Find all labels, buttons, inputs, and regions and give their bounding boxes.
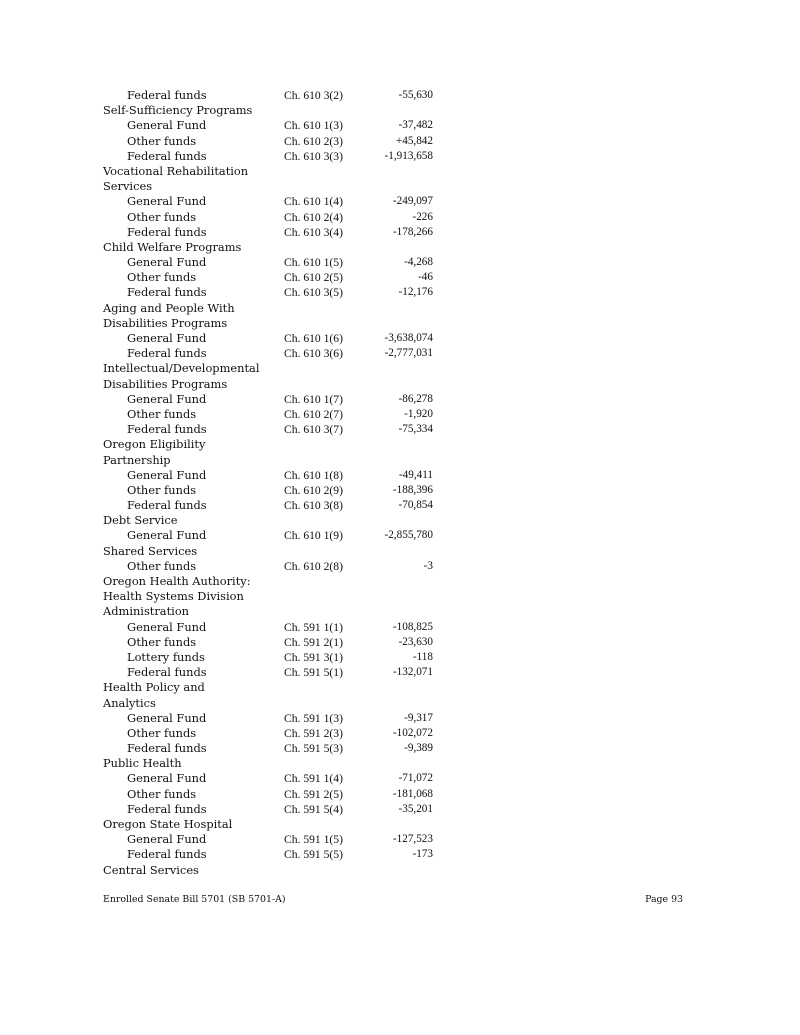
fund-line-row	[103, 210, 443, 225]
program-heading-row	[103, 696, 443, 711]
program-label: Services	[103, 179, 153, 194]
program-heading-row	[103, 817, 443, 832]
fund-label: General Fund	[127, 255, 207, 270]
program-label: Analytics	[103, 695, 156, 710]
chapter-reference: Ch. 610 1(9)	[284, 529, 343, 543]
fund-line-row	[103, 331, 443, 346]
chapter-reference: Ch. 591 1(4)	[284, 772, 343, 786]
amount-value: -108,825	[392, 620, 433, 633]
amount-value: -3	[423, 559, 433, 572]
fund-label: Other funds	[127, 482, 197, 497]
fund-line-row	[103, 620, 443, 635]
fund-line-row	[103, 635, 443, 650]
chapter-reference: Ch. 610 2(5)	[284, 271, 343, 285]
fund-label: General Fund	[127, 118, 207, 133]
chapter-reference: Ch. 610 1(4)	[284, 195, 343, 209]
chapter-reference: Ch. 591 2(1)	[284, 635, 343, 649]
program-heading-row	[103, 164, 443, 179]
amount-value: -132,071	[392, 666, 433, 679]
chapter-reference: Ch. 610 1(3)	[284, 119, 343, 133]
fund-label: General Fund	[127, 832, 207, 847]
chapter-reference: Ch. 610 3(8)	[284, 499, 343, 513]
chapter-reference: Ch. 610 3(6)	[284, 347, 343, 361]
amount-value: -55,630	[398, 89, 433, 101]
chapter-reference: Ch. 610 2(3)	[284, 134, 343, 148]
fund-label: General Fund	[127, 331, 207, 345]
fund-label: Other funds	[127, 558, 197, 573]
chapter-reference: Ch. 591 5(5)	[284, 848, 343, 862]
chapter-reference: Ch. 591 5(1)	[284, 666, 343, 680]
fund-line-row	[103, 346, 443, 361]
program-heading-row	[103, 316, 443, 331]
program-heading-row	[103, 240, 443, 255]
program-label: Shared Services	[103, 543, 198, 558]
program-label: Oregon State Hospital	[103, 817, 233, 831]
chapter-reference: Ch. 610 3(3)	[284, 149, 343, 163]
appropriations-table	[103, 88, 443, 878]
fund-line-row	[103, 134, 443, 149]
chapter-reference: Ch. 610 2(8)	[284, 559, 343, 573]
program-label: Aging and People With	[103, 300, 235, 315]
fund-line-row	[103, 650, 443, 665]
amount-value: -2,777,031	[384, 347, 433, 360]
program-label: Health Systems Division	[103, 589, 244, 604]
fund-label: General Fund	[127, 619, 207, 634]
chapter-reference: Ch. 591 1(1)	[284, 620, 343, 634]
program-heading-row	[103, 361, 443, 376]
fund-line-row	[103, 468, 443, 483]
program-heading-row	[103, 756, 443, 771]
fund-line-row	[103, 711, 443, 726]
amount-value: -181,068	[392, 787, 433, 800]
amount-value: -188,396	[392, 483, 433, 496]
program-heading-row	[103, 377, 443, 392]
fund-line-row	[103, 285, 443, 300]
amount-value: -9,317	[404, 711, 433, 724]
fund-line-row	[103, 787, 443, 802]
fund-label: General Fund	[127, 194, 207, 209]
amount-value: -1,913,658	[384, 149, 433, 162]
chapter-reference: Ch. 610 1(5)	[284, 256, 343, 270]
amount-value: -86,278	[398, 392, 433, 405]
fund-line-row	[103, 665, 443, 680]
fund-label: General Fund	[127, 771, 207, 786]
fund-line-row	[103, 528, 443, 543]
chapter-reference: Ch. 610 1(6)	[284, 332, 343, 345]
chapter-reference: Ch. 610 1(7)	[284, 392, 343, 406]
fund-label: Federal funds	[127, 498, 207, 513]
program-label: Debt Service	[103, 513, 178, 528]
fund-line-row	[103, 832, 443, 847]
fund-line-row	[103, 771, 443, 786]
chapter-reference: Ch. 610 2(7)	[284, 407, 343, 421]
fund-label: Federal funds	[127, 801, 207, 816]
fund-line-row	[103, 149, 443, 164]
fund-label: General Fund	[127, 528, 207, 543]
chapter-reference: Ch. 610 2(4)	[284, 210, 343, 224]
fund-label: Other funds	[127, 270, 197, 285]
fund-label: Federal funds	[127, 224, 207, 239]
fund-label: Other funds	[127, 209, 197, 224]
chapter-reference: Ch. 591 3(1)	[284, 650, 343, 664]
amount-value: -75,334	[398, 423, 433, 436]
amount-value: -249,097	[392, 195, 433, 208]
fund-line-row	[103, 88, 443, 103]
fund-label: General Fund	[127, 710, 207, 725]
fund-line-row	[103, 194, 443, 209]
amount-value: -71,072	[398, 772, 433, 785]
program-label: Disabilities Programs	[103, 315, 228, 330]
chapter-reference: Ch. 591 1(3)	[284, 711, 343, 725]
amount-value: -226	[412, 210, 433, 223]
fund-label: Other funds	[127, 634, 197, 649]
program-heading-row	[103, 513, 443, 528]
program-label: Intellectual/Developmental	[103, 361, 260, 376]
fund-line-row	[103, 498, 443, 513]
program-label: Oregon Health Authority:	[103, 574, 251, 588]
program-heading-row	[103, 574, 443, 589]
amount-value: -2,855,780	[384, 529, 433, 542]
program-label: Child Welfare Programs	[103, 239, 242, 254]
fund-label: Other funds	[127, 786, 197, 801]
program-heading-row	[103, 301, 443, 316]
program-heading-row	[103, 453, 443, 468]
fund-line-row	[103, 392, 443, 407]
fund-label: Federal funds	[127, 346, 207, 361]
chapter-reference: Ch. 591 2(3)	[284, 726, 343, 740]
fund-label: General Fund	[127, 391, 207, 406]
fund-label: Federal funds	[127, 665, 207, 680]
program-heading-row	[103, 589, 443, 604]
program-heading-row	[103, 863, 443, 878]
amount-value: -37,482	[398, 119, 433, 132]
program-heading-row	[103, 604, 443, 619]
fund-label: Federal funds	[127, 148, 207, 163]
program-heading-row	[103, 437, 443, 452]
footer-page-number: Page 93	[645, 894, 683, 905]
program-label: Administration	[103, 604, 190, 619]
amount-value: -49,411	[398, 468, 433, 481]
amount-value: -102,072	[392, 726, 433, 739]
program-label: Self-Sufficiency Programs	[103, 103, 253, 118]
program-label: Vocational Rehabilitation	[103, 163, 249, 178]
chapter-reference: Ch. 610 3(2)	[284, 89, 343, 102]
fund-line-row	[103, 802, 443, 817]
amount-value: +45,842	[395, 134, 433, 147]
chapter-reference: Ch. 610 3(4)	[284, 225, 343, 239]
amount-value: -9,389	[404, 742, 433, 755]
fund-label: Federal funds	[127, 422, 207, 437]
amount-value: -12,176	[398, 286, 433, 299]
fund-label: Other funds	[127, 725, 197, 740]
program-label: Disabilities Programs	[103, 376, 228, 391]
footer-bill-title: Enrolled Senate Bill 5701 (SB 5701-A)	[103, 894, 286, 905]
fund-line-row	[103, 422, 443, 437]
fund-label: Lottery funds	[127, 649, 205, 664]
program-heading-row	[103, 179, 443, 194]
program-label: Oregon Eligibility	[103, 437, 206, 452]
chapter-reference: Ch. 591 2(5)	[284, 787, 343, 801]
fund-label: Federal funds	[127, 741, 207, 756]
fund-label: General Fund	[127, 467, 207, 482]
fund-line-row	[103, 726, 443, 741]
chapter-reference: Ch. 591 5(4)	[284, 802, 343, 816]
amount-value: -173	[412, 848, 433, 861]
fund-line-row	[103, 407, 443, 422]
program-heading-row	[103, 544, 443, 559]
chapter-reference: Ch. 591 1(5)	[284, 833, 343, 847]
fund-line-row	[103, 847, 443, 862]
fund-line-row	[103, 118, 443, 133]
amount-value: -118	[412, 650, 433, 663]
chapter-reference: Ch. 610 2(9)	[284, 483, 343, 497]
chapter-reference: Ch. 591 5(3)	[284, 742, 343, 756]
amount-value: -23,630	[398, 635, 433, 648]
chapter-reference: Ch. 610 3(5)	[284, 286, 343, 300]
fund-line-row	[103, 255, 443, 270]
amount-value: -35,201	[398, 802, 433, 815]
amount-value: -70,854	[398, 499, 433, 512]
fund-label: Federal funds	[127, 285, 207, 300]
fund-line-row	[103, 270, 443, 285]
program-label: Public Health	[103, 756, 182, 771]
fund-line-row	[103, 225, 443, 240]
fund-line-row	[103, 741, 443, 756]
amount-value: -1,920	[404, 407, 433, 420]
program-label: Central Services	[103, 862, 199, 877]
chapter-reference: Ch. 610 3(7)	[284, 423, 343, 437]
fund-label: Federal funds	[127, 847, 207, 862]
chapter-reference: Ch. 610 1(8)	[284, 468, 343, 482]
amount-value: -127,523	[392, 833, 433, 846]
amount-value: -46	[418, 271, 433, 284]
program-label: Partnership	[103, 452, 171, 467]
program-heading-row	[103, 680, 443, 695]
fund-line-row	[103, 559, 443, 574]
program-heading-row	[103, 103, 443, 118]
program-label: Health Policy and	[103, 680, 205, 695]
fund-label: Federal funds	[127, 88, 207, 102]
fund-label: Other funds	[127, 133, 197, 148]
amount-value: -4,268	[404, 256, 433, 269]
fund-label: Other funds	[127, 406, 197, 421]
amount-value: -3,638,074	[384, 332, 433, 344]
amount-value: -178,266	[392, 225, 433, 238]
fund-line-row	[103, 483, 443, 498]
